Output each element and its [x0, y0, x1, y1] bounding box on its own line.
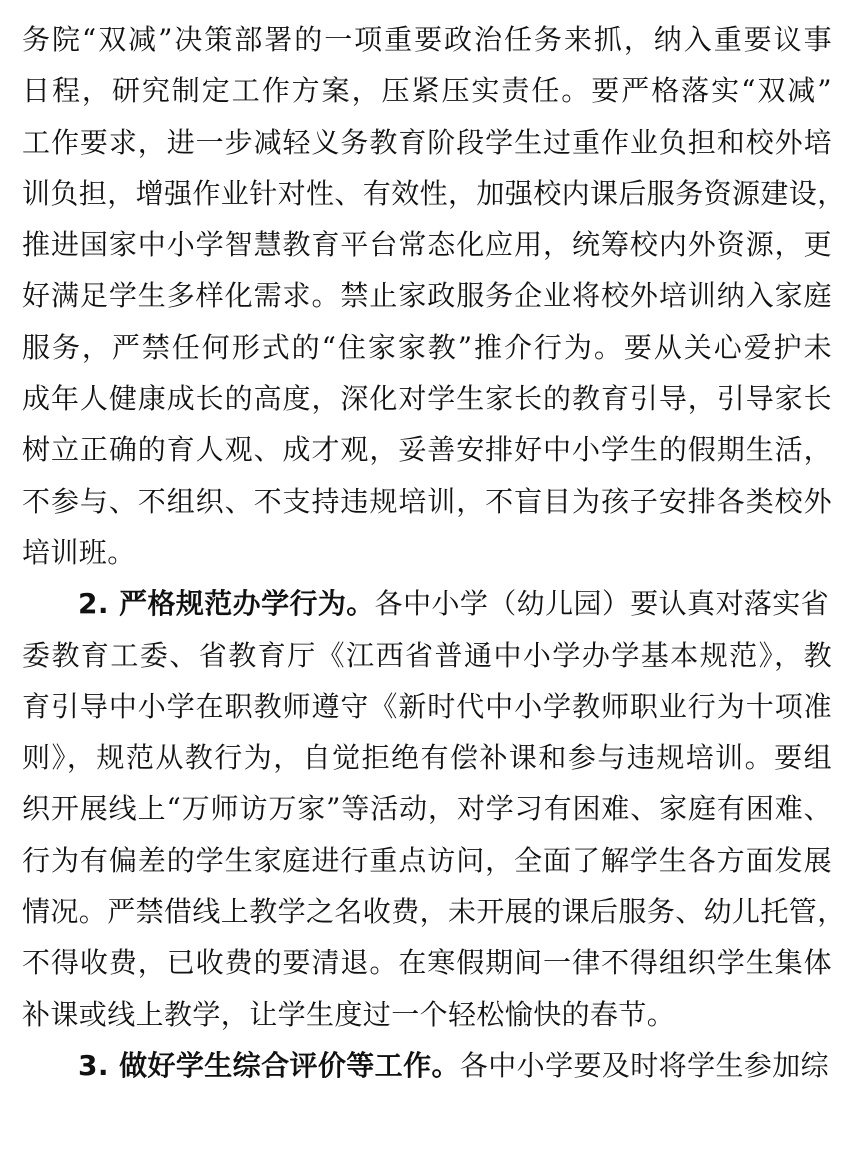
document-body — [22, 14, 846, 1091]
body-line: 织开展线上“万师访万家”等活动，对学习有困难、家庭有困难、 — [22, 792, 832, 826]
body-line: 树立正确的育人观、成才观，妥善安排好中小学生的假期生活， — [22, 433, 832, 467]
body-line: 补课或线上教学，让学生度过一个轻松愉快的春节。 — [22, 997, 676, 1031]
body-line: 服务，严禁任何形式的“住家家教”推介行为。要从关心爱护未 — [22, 330, 832, 364]
body-line: 训负担，增强作业针对性、有效性，加强校内课后服务资源建设， — [22, 176, 846, 210]
body-line: 好满足学生多样化需求。禁止家政服务企业将校外培训纳入家庭 — [22, 279, 832, 313]
section-2-heading: 2. 严格规范办学行为。 — [78, 587, 375, 621]
body-line: 不得收费，已收费的要清退。在寒假期间一律不得组织学生集体 — [22, 946, 832, 980]
body-line: 则》，规范从教行为，自觉拒绝有偿补课和参与违规培训。要组 — [22, 741, 832, 775]
body-line: 行为有偏差的学生家庭进行重点访问，全面了解学生各方面发展 — [22, 843, 832, 877]
body-line: 培训班。 — [22, 535, 136, 569]
section-2-first-line-text: 各中小学（幼儿园）要认真对落实省 — [374, 587, 830, 621]
section-3-heading: 3. 做好学生综合评价等工作。 — [78, 1048, 460, 1082]
body-line: 推进国家中小学智慧教育平台常态化应用，统筹校内外资源，更 — [22, 228, 832, 262]
body-line: 务院“双减”决策部署的一项重要政治任务来抓，纳入重要议事 — [22, 23, 832, 56]
section-3-first-line-text: 各中小学要及时将学生参加综 — [459, 1048, 830, 1082]
section-2-first-line — [22, 578, 832, 629]
section-3-first-line — [22, 1040, 832, 1091]
body-line: 成年人健康成长的高度，深化对学生家长的教育引导，引导家长 — [22, 382, 832, 416]
body-line: 育引导中小学在职教师遵守《新时代中小学教师职业行为十项准 — [22, 689, 832, 723]
body-line: 日程，研究制定工作方案，压紧压实责任。要严格落实“双减” — [22, 74, 832, 108]
body-line: 不参与、不组织、不支持违规培训，不盲目为孩子安排各类校外 — [22, 484, 832, 518]
body-line: 情况。严禁借线上教学之名收费，未开展的课后服务、幼儿托管， — [22, 895, 846, 929]
body-line: 委教育工委、省教育厅《江西省普通中小学办学基本规范》，教 — [22, 638, 832, 672]
body-line: 工作要求，进一步减轻义务教育阶段学生过重作业负担和校外培 — [22, 125, 832, 159]
